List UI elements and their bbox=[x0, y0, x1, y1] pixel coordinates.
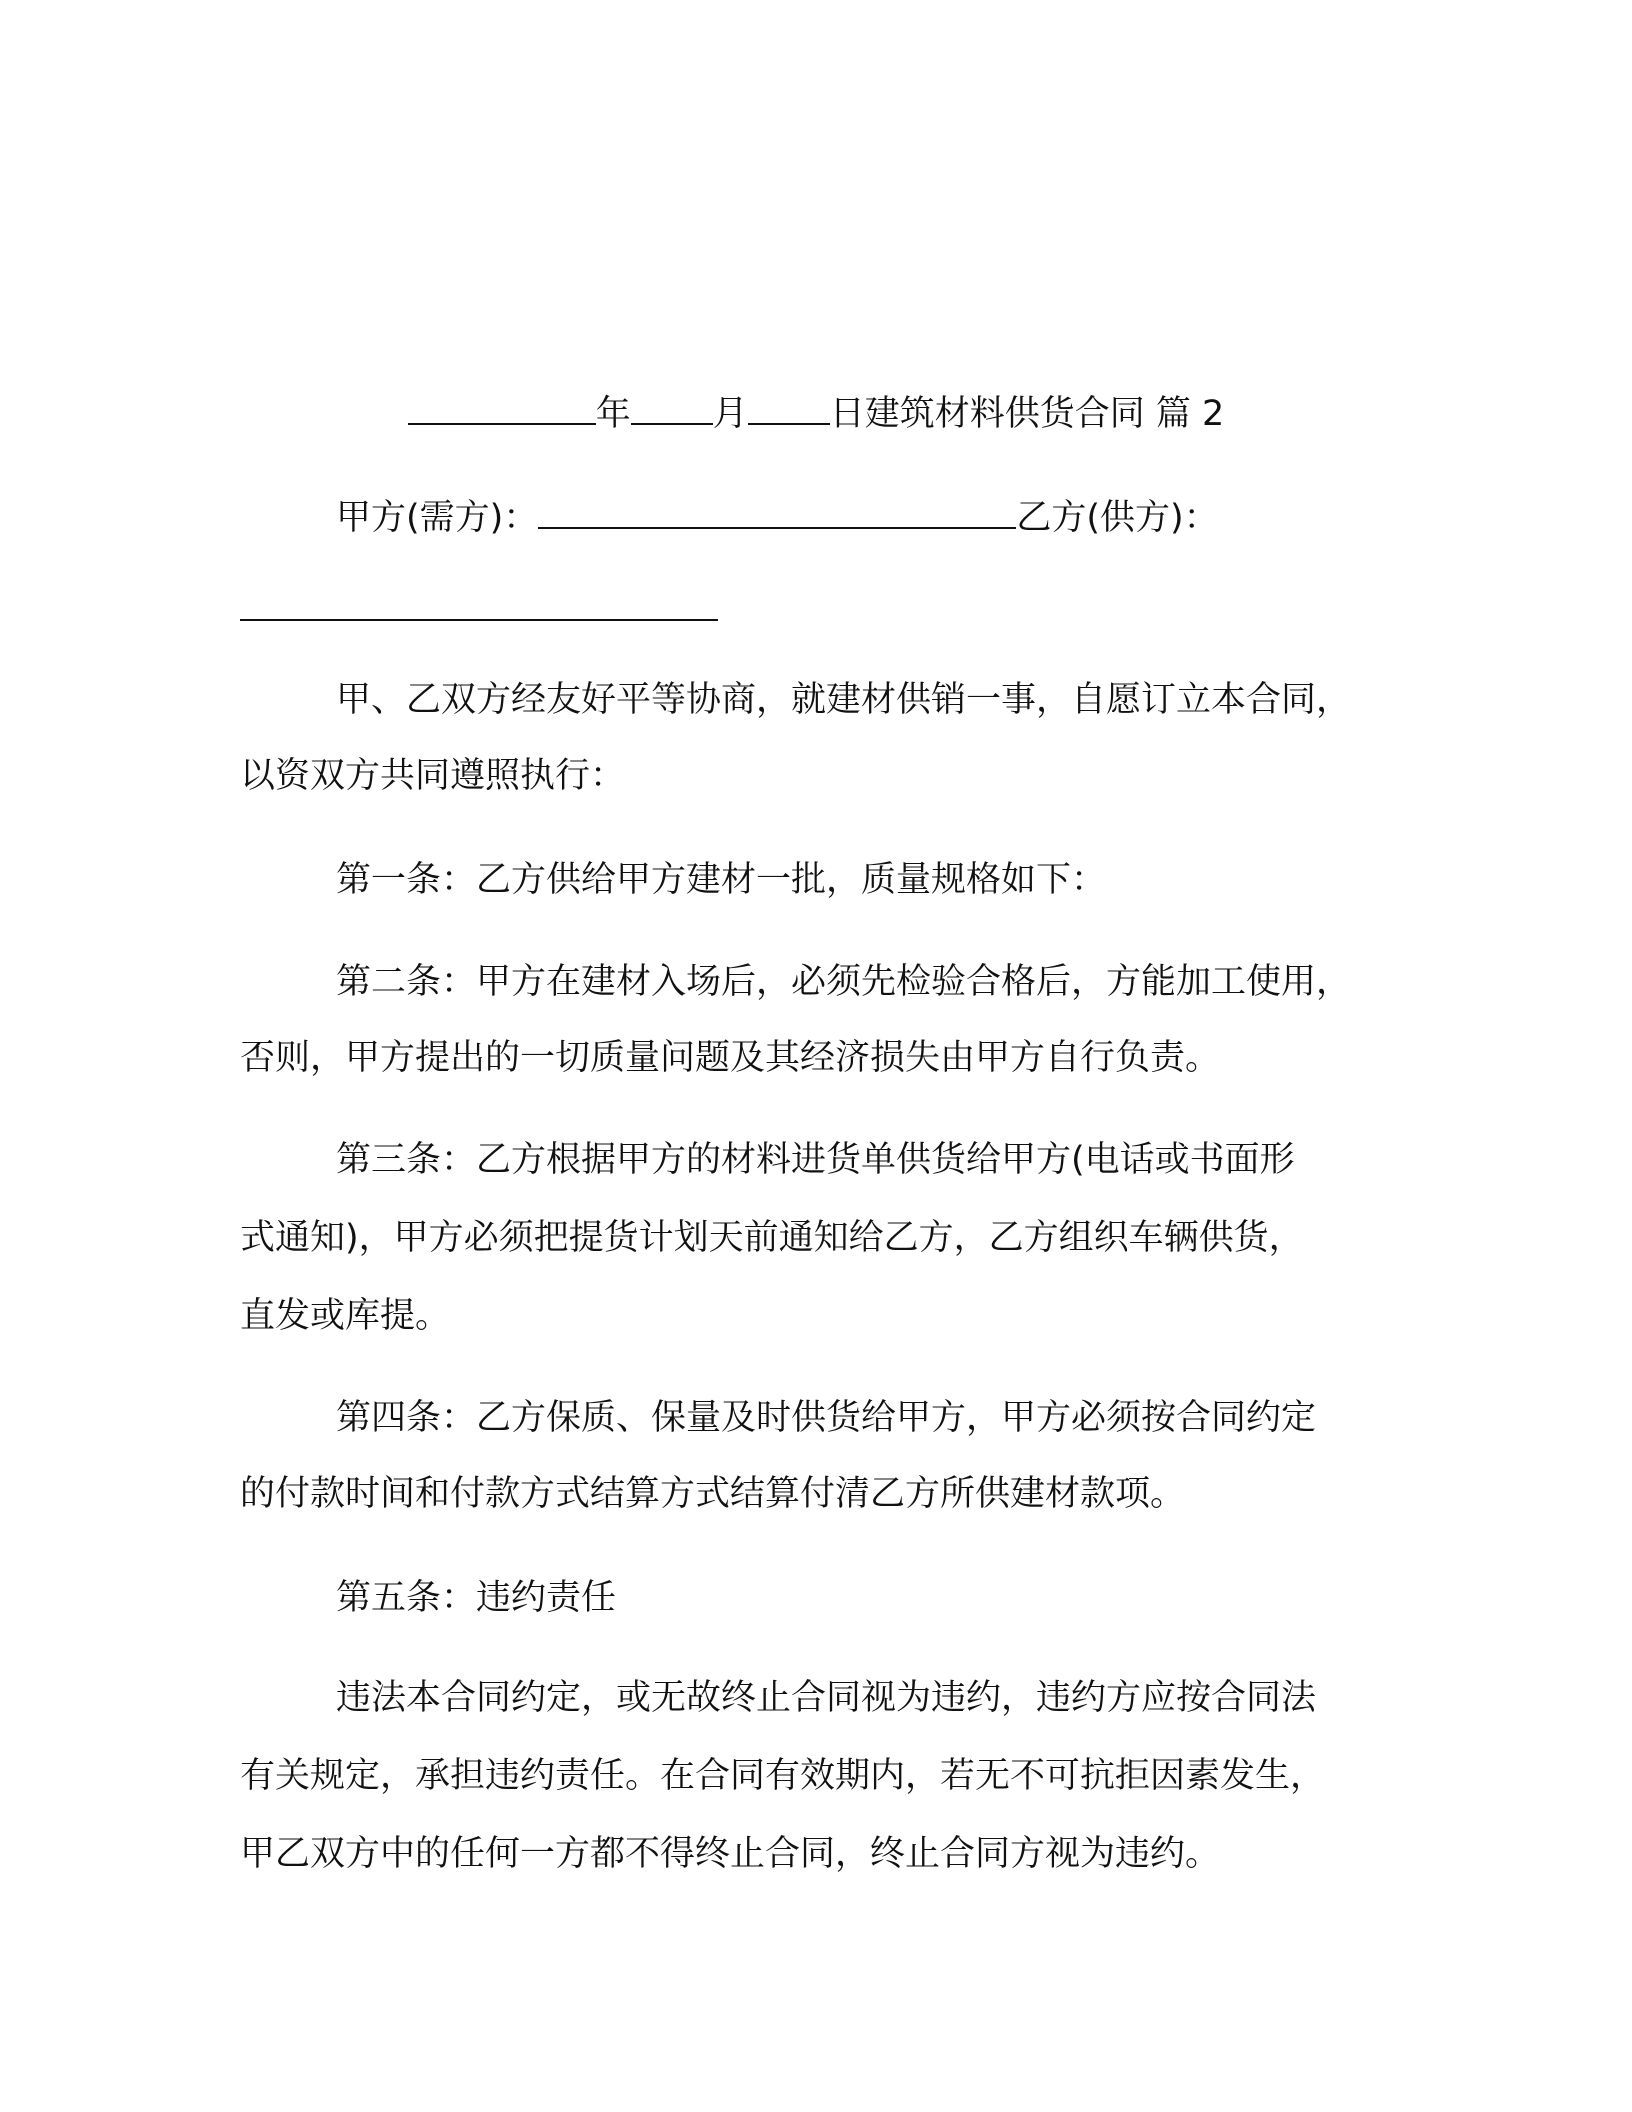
article-3-line: 第三条：乙方根据甲方的材料进货单供货给甲方(电话或书面形 bbox=[336, 1140, 1295, 1180]
title-text: 日建筑材料供货合同 篇 2 bbox=[829, 394, 1225, 434]
liability-line: 有关规定，承担违约责任。在合同有效期内，若无不可抗拒因素发生， bbox=[240, 1756, 1326, 1796]
article-1: 第一条：乙方供给甲方建材一批，质量规格如下： bbox=[336, 860, 1107, 900]
party-a-label: 甲方(需方)： bbox=[336, 498, 539, 538]
liability-line: 甲乙双方中的任何一方都不得终止合同，终止合同方视为违约。 bbox=[240, 1834, 1221, 1874]
year-label: 年 bbox=[595, 394, 631, 434]
day-blank bbox=[748, 393, 830, 425]
party-line bbox=[336, 496, 1219, 540]
article-2-line: 第二条：甲方在建材入场后，必须先检验合格后，方能加工使用， bbox=[336, 962, 1352, 1002]
paragraph-line: 以资双方共同遵照执行： bbox=[240, 756, 626, 796]
year-blank bbox=[408, 393, 596, 425]
article-5-heading: 第五条：违约责任 bbox=[336, 1578, 617, 1618]
article-4-line: 第四条：乙方保质、保量及时供货给甲方，甲方必须按合同约定 bbox=[336, 1398, 1317, 1438]
liability-line: 违法本合同约定，或无故终止合同视为违约，违约方应按合同法 bbox=[336, 1678, 1317, 1718]
document-title bbox=[0, 392, 1632, 436]
month-label: 月 bbox=[712, 394, 748, 434]
article-4-line: 的付款时间和付款方式结算方式结算付清乙方所供建材款项。 bbox=[240, 1474, 1186, 1514]
article-3-line: 式通知)，甲方必须把提货计划天前通知给乙方，乙方组织车辆供货， bbox=[240, 1218, 1304, 1258]
party-b-label: 乙方(供方)： bbox=[1016, 498, 1219, 538]
month-blank bbox=[631, 393, 713, 425]
party-b-blank bbox=[240, 589, 718, 621]
article-2-line: 否则，甲方提出的一切质量问题及其经济损失由甲方自行负责。 bbox=[240, 1038, 1221, 1078]
paragraph-line: 甲、乙双方经友好平等协商，就建材供销一事，自愿订立本合同， bbox=[336, 680, 1352, 720]
article-3-line: 直发或库提。 bbox=[240, 1296, 451, 1336]
party-a-blank bbox=[538, 497, 1016, 529]
party-b-blank-line bbox=[240, 588, 718, 632]
